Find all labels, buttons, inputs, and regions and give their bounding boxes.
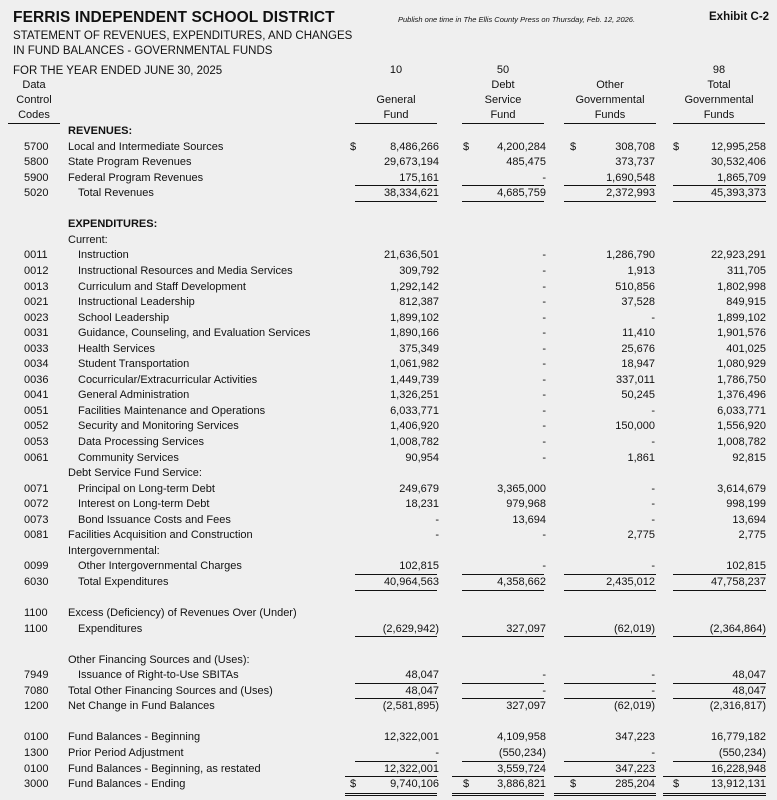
row-value-col4: 30,532,406 [710,156,766,169]
row-code: 0051 [24,404,49,417]
table-row [0,746,777,762]
row-value-col3: - [651,482,655,495]
row-value-col4: 92,815 [732,451,766,464]
row-value-col1: 1,326,251 [390,389,439,402]
row-code: 5900 [24,171,49,184]
row-value-col3: 2,372,993 [606,187,655,200]
row-code: 5020 [24,187,49,200]
row-value-col1: - [435,513,439,526]
row-label: Fund Balances - Ending [68,778,186,791]
row-value-col2: - [542,684,546,697]
row-value-col2: - [542,669,546,682]
row-value-col3: 11,410 [622,327,655,340]
ending-balance-box [345,776,437,796]
row-value-col4: 22,923,291 [710,249,766,262]
row-label: State Program Revenues [68,156,192,169]
row-code: 6030 [24,575,49,588]
table-row [0,419,777,435]
row-value-col1: 18,231 [405,498,439,511]
row-value-col4: 998,199 [726,498,766,511]
row-value-col1: 309,792 [399,264,439,277]
table-row [0,715,777,731]
row-label: Total Expenditures [78,575,169,588]
row-code: 1100 [24,607,48,620]
row-code: 5800 [24,156,49,169]
row-value-col3: 347,223 [615,731,655,744]
row-value-col3: - [651,311,655,324]
row-value-col2: - [542,436,546,448]
column-header-line: Codes [18,109,50,121]
table-row [0,326,777,342]
table-row [0,295,777,311]
row-label: Net Change in Fund Balances [68,700,215,713]
report-title: FERRIS INDEPENDENT SCHOOL DISTRICT [13,9,335,26]
publish-note: Publish one time in The Ellis County Press on Thursday, Feb. 12, 2026. [398,15,636,24]
row-value-col1: 1,008,782 [390,436,439,448]
dollar-sign: $ [570,778,577,791]
row-value-col3: 337,011 [616,373,655,386]
row-label: Excess (Deficiency) of Revenues Over (Under) [68,607,297,620]
row-value-col2: - [542,327,546,340]
row-code: 0100 [24,731,49,744]
column-header-line: Total [707,79,731,91]
row-code: 0013 [24,280,49,293]
row-label: Total Other Financing Sources and (Uses) [68,684,273,697]
table-row [0,342,777,358]
row-label: Federal Program Revenues [68,171,204,184]
row-value-col2: 3,886,821 [497,778,546,791]
row-value-col4: 48,047 [732,669,766,682]
row-value-col2: 3,365,000 [497,482,546,495]
row-code: 0071 [24,482,49,495]
table-row [0,124,777,140]
row-value-col3: - [651,436,655,448]
table-row [0,264,777,280]
row-value-col2: - [542,373,546,386]
row-value-col1: 102,815 [399,560,439,573]
column-header-line: Control [16,94,52,106]
row-value-col4: 311,705 [727,264,766,277]
row-value-col2: - [542,296,546,309]
row-code: 5700 [24,140,49,153]
row-value-col3: 2,435,012 [606,575,655,588]
row-label: Interest on Long-term Debt [78,498,210,511]
table-row [0,171,777,187]
row-code: 0041 [24,389,49,402]
row-value-col1: 48,047 [405,684,439,697]
row-label: Other Intergovernmental Charges [78,560,242,573]
table-row [0,528,777,544]
row-value-col3: - [651,669,655,682]
row-value-col3: 1,861 [627,451,655,464]
column-header-line [564,63,656,78]
row-label: Instructional Resources and Media Services [78,264,293,277]
table-row [0,404,777,420]
table-row [0,373,777,389]
row-value-col4: 12,995,258 [710,140,766,153]
row-value-col2: (550,234) [498,747,546,759]
row-value-col3: 308,708 [615,140,655,153]
row-code: 0061 [24,451,49,464]
table-row [0,280,777,296]
row-value-col2: - [542,451,546,464]
row-label: Guidance, Counseling, and Evaluation Services [78,327,311,340]
table-row [0,668,777,684]
row-value-col2: 13,694 [512,513,546,526]
column-header-line: 10 [389,64,403,76]
row-code: 1100 [24,622,48,635]
row-value-col1: 1,292,142 [390,280,439,293]
row-value-col4: (550,234) [718,747,766,759]
row-value-col4: 1,865,709 [717,171,766,184]
row-value-col2: - [542,280,546,293]
row-label: Cocurricular/Extracurricular Activities [78,373,258,386]
column-header-line: Data [22,79,46,91]
row-label: Expenditures [78,622,143,635]
row-label: REVENUES: [68,125,133,137]
table-row [0,622,777,638]
row-value-col1: 38,334,621 [383,187,439,200]
row-value-col2: 485,475 [506,156,546,169]
row-label: Intergovernmental: [68,544,160,557]
row-code: 0053 [24,436,49,448]
row-value-col4: 45,393,373 [710,187,766,200]
row-code: 0031 [24,327,49,340]
row-value-col4: 849,915 [726,296,766,309]
column-header-line: General [376,94,416,106]
table-row [0,217,777,233]
table-row [0,482,777,498]
dollar-sign: $ [570,140,577,153]
row-value-col1: 175,161 [399,171,439,184]
column-header-line: Funds [594,109,626,121]
row-value-col1: 90,954 [405,451,439,464]
row-value-col3: (62,019) [614,700,655,713]
row-label: Instructional Leadership [78,296,195,309]
table-row [0,248,777,264]
row-label: General Administration [78,389,190,402]
row-value-col4: 102,815 [726,560,766,573]
row-value-col3: 347,223 [615,762,655,775]
row-label: Facilities Acquisition and Construction [68,529,253,542]
row-value-col4: 2,775 [738,529,766,542]
row-label: Bond Issuance Costs and Fees [78,513,231,526]
row-value-col1: 812,387 [399,296,439,309]
row-label: Health Services [78,342,156,355]
row-code: 7949 [24,669,49,682]
row-value-col4: 48,047 [732,684,766,697]
table-row [0,202,777,218]
dollar-sign: $ [350,140,357,153]
row-code: 0052 [24,420,49,433]
row-value-col3: 25,676 [621,342,655,355]
row-label: Issuance of Right-to-Use SBITAs [78,669,239,682]
row-value-col3: 1,690,548 [606,171,655,184]
dollar-sign: $ [463,778,470,791]
row-code: 0072 [24,498,49,511]
row-code: 0099 [24,560,49,573]
column-header-c2 [462,63,544,123]
row-value-col3: - [651,560,655,573]
period-label: FOR THE YEAR ENDED JUNE 30, 2025 [13,65,223,77]
row-value-col2: - [542,358,546,371]
row-value-col1: - [435,747,439,759]
row-label: School Leadership [78,311,170,324]
row-code: 3000 [24,778,49,791]
row-value-col1: 375,349 [399,342,439,355]
row-value-col1: (2,629,942) [382,622,439,635]
row-value-col4: (2,364,864) [709,622,766,635]
row-label: EXPENDITURES: [68,218,158,231]
exhibit-label: Exhibit C-2 [709,11,770,23]
row-value-col1: 12,322,001 [383,762,439,775]
row-value-col4: 47,758,237 [710,575,766,588]
row-code: 0023 [24,311,49,324]
column-header-c4 [673,63,765,123]
row-value-col2: - [542,342,546,355]
row-code: 0012 [24,264,49,277]
table-row [0,451,777,467]
row-code: 0036 [24,373,49,386]
row-label: Current: [68,233,108,246]
row-value-col4: 1,008,782 [717,436,766,448]
row-value-col2: - [542,311,546,324]
row-value-col1: 6,033,771 [390,404,439,417]
row-value-col1: 1,899,102 [390,311,439,324]
row-value-col2: 327,097 [506,622,546,635]
column-header-c3 [564,63,656,123]
row-code: 1200 [24,700,49,713]
row-value-col2: - [542,420,546,433]
row-value-col2: - [542,264,546,277]
table-row [0,497,777,513]
row-value-col2: - [542,389,546,402]
row-value-col1: - [435,529,439,542]
row-value-col4: 6,033,771 [717,404,766,417]
row-value-col4: 1,376,496 [717,389,766,402]
row-value-col4: 1,802,998 [717,280,766,293]
row-value-col2: 979,968 [506,498,546,511]
row-code: 1300 [24,747,49,759]
row-code: 0100 [24,762,49,775]
statement-subtitle-1: STATEMENT OF REVENUES, EXPENDITURES, AND CHANGES [13,30,353,42]
row-value-col4: 13,912,131 [710,778,766,791]
table-row [0,653,777,669]
row-value-col1: 8,486,266 [390,140,439,153]
table-row [0,762,777,778]
row-value-col3: - [651,498,655,511]
row-value-col4: 1,556,920 [717,420,766,433]
table-row [0,606,777,622]
table-row [0,140,777,156]
table-row [0,684,777,700]
row-value-col3: (62,019) [614,622,655,635]
ending-balance-box [663,776,766,796]
table-row [0,591,777,607]
row-label: Security and Monitoring Services [78,420,239,433]
table-row [0,388,777,404]
column-header-line: Other [596,79,624,91]
row-value-col4: 16,779,182 [710,731,766,744]
row-value-col4: 1,080,929 [717,358,766,371]
row-label: Other Financing Sources and (Uses): [68,653,250,666]
row-value-col1: 1,449,739 [390,373,439,386]
row-label: Facilities Maintenance and Operations [78,404,266,417]
row-value-col3: 150,000 [615,420,655,433]
row-value-col2: 327,097 [506,700,546,713]
row-value-col2: - [542,529,546,542]
column-header-line: 50 [496,64,510,76]
table-row [0,435,777,451]
row-value-col3: 18,947 [621,358,655,371]
column-header-c1 [355,63,437,123]
table-row [0,186,777,202]
row-value-col3: - [651,513,655,526]
row-value-col4: 1,786,750 [717,373,766,386]
dollar-sign: $ [673,140,680,153]
row-value-col1: 9,740,106 [390,778,439,791]
table-row [0,155,777,171]
row-value-col3: 50,245 [621,389,655,402]
row-label: Prior Period Adjustment [68,747,184,759]
column-header-line: Debt [491,79,515,91]
row-value-col1: 29,673,194 [383,156,439,169]
row-code: 0073 [24,513,49,526]
row-label: Total Revenues [78,187,154,200]
row-label: Debt Service Fund Service: [68,467,202,480]
column-header-line: 98 [712,64,726,76]
row-value-col2: - [542,249,546,262]
row-value-col1: 1,890,166 [390,327,439,340]
ending-balance-box [452,776,544,796]
row-value-col2: 3,559,724 [497,762,546,775]
row-label: Instruction [78,249,129,262]
row-label: Curriculum and Staff Development [78,280,246,293]
row-value-col3: - [651,747,655,759]
row-label: Fund Balances - Beginning, as restated [68,762,261,775]
row-value-col2: 4,358,662 [497,575,546,588]
table-row [0,699,777,715]
table-row [0,311,777,327]
row-value-col2: - [542,171,546,184]
statement-subtitle-2: IN FUND BALANCES - GOVERNMENTAL FUNDS [13,45,273,57]
row-value-col3: 285,204 [615,778,655,791]
row-value-col3: - [651,404,655,417]
row-value-col4: 3,614,679 [717,482,766,495]
column-header-line: Fund [490,109,516,121]
table-row [0,575,777,591]
row-code: 0034 [24,358,49,371]
row-value-col2: 4,109,958 [497,731,546,744]
row-value-col4: 1,901,576 [717,327,766,340]
table-row [0,637,777,653]
dollar-sign: $ [463,140,470,153]
row-value-col3: 1,286,790 [606,249,655,262]
row-value-col4: 401,025 [726,342,766,355]
row-label: Fund Balances - Beginning [68,731,201,744]
row-value-col2: 4,200,284 [497,140,546,153]
row-value-col3: 373,737 [615,156,655,169]
column-header-line: Service [484,94,522,106]
row-label: Local and Intermediate Sources [68,140,224,153]
row-label: Student Transportation [78,358,190,371]
row-label: Principal on Long-term Debt [78,482,215,495]
row-value-col1: (2,581,895) [382,700,439,713]
row-code: 0081 [24,529,49,542]
row-value-col3: 1,913 [627,264,655,277]
row-value-col2: 4,685,759 [497,187,546,200]
column-header-line: Governmental [684,94,754,106]
column-header-line: Fund [383,109,409,121]
row-value-col1: 1,061,982 [390,358,439,371]
table-row [0,466,777,482]
dollar-sign: $ [350,778,357,791]
column-header-line [8,63,60,78]
row-value-col1: 48,047 [405,669,439,682]
row-value-col2: - [542,560,546,573]
row-value-col1: 12,322,001 [383,731,439,744]
row-value-col4: 16,228,948 [710,762,766,775]
row-code: 0011 [24,249,48,262]
row-value-col1: 40,964,563 [383,575,439,588]
row-label: Community Services [78,451,179,464]
row-value-col4: 1,899,102 [717,311,766,324]
table-row [0,513,777,529]
row-value-col2: - [542,404,546,417]
column-header-line: Funds [703,109,735,121]
row-value-col3: 510,856 [615,280,655,293]
row-value-col1: 1,406,920 [390,420,439,433]
column-header-line: Governmental [575,94,645,106]
dollar-sign: $ [673,778,680,791]
row-label: Data Processing Services [78,436,204,448]
row-code: 0021 [24,296,49,309]
column-header-line [355,78,437,93]
row-value-col3: - [651,684,655,697]
row-code: 0033 [24,342,49,355]
table-row [0,559,777,575]
row-value-col4: (2,316,817) [709,700,766,713]
column-header-c0 [8,63,60,123]
row-value-col1: 249,679 [399,482,439,495]
row-code: 7080 [24,684,49,697]
ending-balance-box [554,776,656,796]
table-row [0,544,777,560]
table-row [0,233,777,249]
table-row [0,730,777,746]
row-value-col4: 13,694 [732,513,766,526]
row-value-col1: 21,636,501 [383,249,439,262]
row-value-col3: 2,775 [627,529,655,542]
row-value-col3: 37,528 [621,296,655,309]
table-row [0,357,777,373]
